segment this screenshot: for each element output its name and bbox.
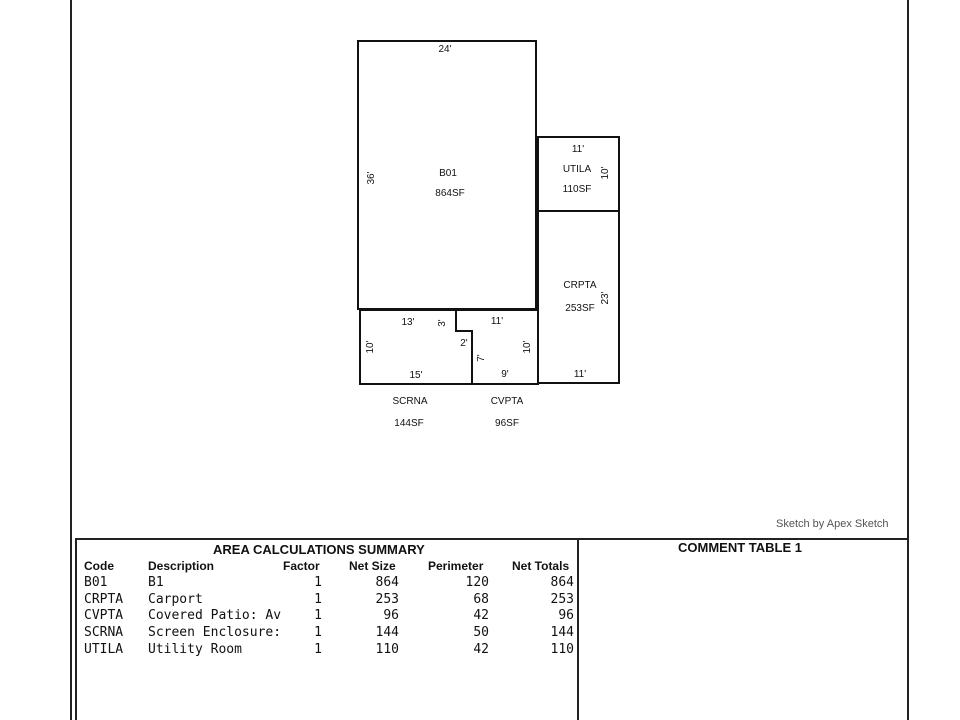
table-row (0, 625, 580, 642)
row-perimeter: 68 (473, 592, 489, 607)
room-b01-area: 864SF (435, 188, 465, 199)
dim-cvpta-left: 7' (476, 354, 487, 362)
header-factor: Factor (283, 559, 320, 573)
row-net-totals: 96 (558, 608, 574, 623)
row-net-size: 864 (375, 575, 399, 590)
sketch-credit: Sketch by Apex Sketch (776, 518, 889, 530)
room-utila-area: 110SF (562, 184, 592, 195)
dim-crpta-bottom: 11' (573, 369, 587, 380)
row-perimeter: 42 (473, 608, 489, 623)
row-factor: 1 (314, 642, 322, 657)
row-net-totals: 110 (550, 642, 574, 657)
dim-cvpta-top: 11' (490, 316, 504, 327)
dim-utila-right: 10' (600, 166, 611, 180)
row-code: SCRNA (84, 625, 124, 640)
table-row (0, 575, 580, 592)
row-description: Screen Enclosure: (148, 625, 282, 640)
dim-scrna-step: 2' (460, 338, 468, 349)
room-b01-code: B01 (439, 168, 457, 179)
dim-cvpta-bottom: 9' (501, 369, 509, 380)
room-crpta-code: CRPTA (563, 280, 597, 291)
dim-scrna-bottom: 15' (409, 370, 423, 381)
dim-cvpta-right: 10' (522, 340, 533, 354)
row-code: B01 (84, 575, 108, 590)
header-description: Description (148, 559, 215, 573)
row-perimeter: 120 (465, 575, 489, 590)
row-code: UTILA (84, 642, 124, 657)
row-description: B1 (148, 575, 164, 590)
room-cvpta-area: 96SF (495, 418, 519, 429)
row-perimeter: 42 (473, 642, 489, 657)
table-row (0, 642, 580, 659)
row-net-size: 96 (383, 608, 399, 623)
row-factor: 1 (314, 575, 322, 590)
dim-scrna-notch: 3' (437, 319, 448, 327)
header-code: Code (84, 559, 114, 573)
row-net-size: 110 (375, 642, 399, 657)
room-scrna-code: SCRNA (392, 396, 428, 407)
area-summary-title: AREA CALCULATIONS SUMMARY (213, 542, 425, 557)
room-scrna-area: 144SF (394, 418, 424, 429)
row-description: Covered Patio: Av (148, 608, 282, 623)
comment-table-title: COMMENT TABLE 1 (678, 540, 802, 555)
room-crpta-area: 253SF (565, 303, 595, 314)
header-perimeter: Perimeter (428, 559, 484, 573)
dim-scrna-left: 10' (365, 340, 376, 354)
room-cvpta-code: CVPTA (490, 396, 524, 407)
dim-b01-top: 24' (438, 44, 452, 55)
row-net-size: 253 (375, 592, 399, 607)
room-utila-code: UTILA (562, 164, 592, 175)
row-factor: 1 (314, 625, 322, 640)
dim-crpta-right: 23' (600, 291, 611, 305)
row-net-size: 144 (375, 625, 399, 640)
row-factor: 1 (314, 592, 322, 607)
row-net-totals: 253 (550, 592, 574, 607)
row-code: CVPTA (84, 608, 124, 623)
dim-utila-top: 11' (571, 144, 585, 155)
dim-b01-left: 36' (366, 171, 377, 185)
table-row (0, 592, 580, 609)
dim-scrna-top: 13' (401, 317, 415, 328)
row-code: CRPTA (84, 592, 124, 607)
row-description: Carport (148, 592, 203, 607)
row-factor: 1 (314, 608, 322, 623)
row-perimeter: 50 (473, 625, 489, 640)
header-net-size: Net Size (349, 559, 396, 573)
header-net-totals: Net Totals (512, 559, 570, 573)
row-net-totals: 864 (550, 575, 574, 590)
row-description: Utility Room (148, 642, 242, 657)
row-net-totals: 144 (550, 625, 574, 640)
table-row (0, 608, 580, 625)
